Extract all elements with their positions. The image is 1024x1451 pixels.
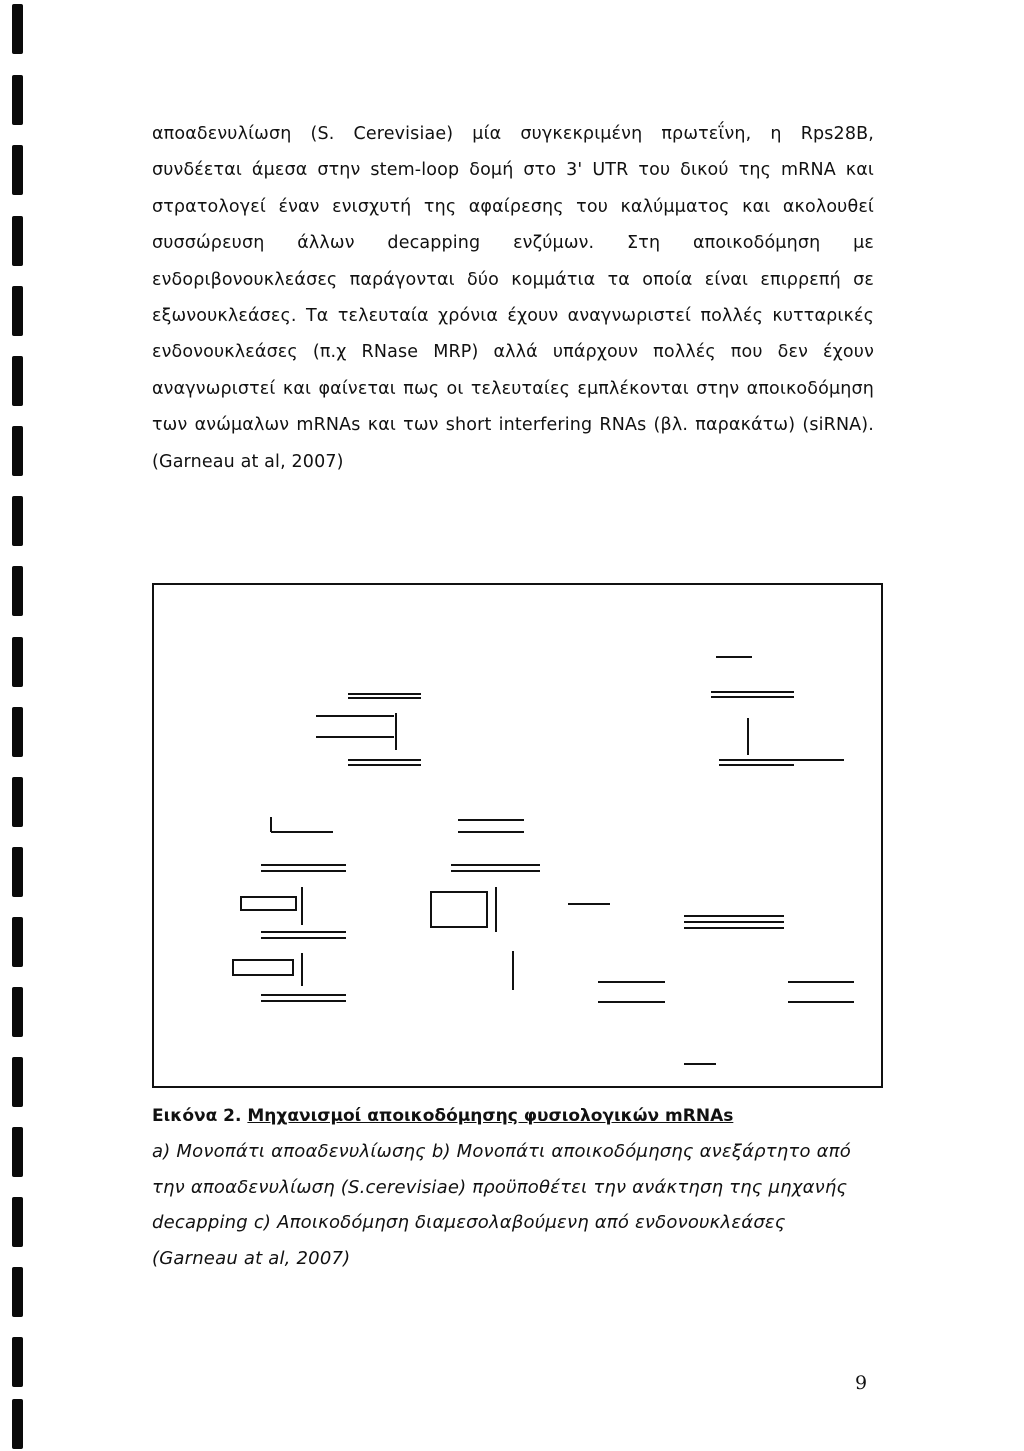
- binding-hole: [12, 637, 23, 687]
- binding-hole: [12, 917, 23, 967]
- binding-hole: [12, 216, 23, 266]
- binding-hole: [12, 1057, 23, 1107]
- figure-diagram: [152, 583, 883, 1088]
- binding-hole: [12, 1399, 23, 1449]
- binding-hole: [12, 1337, 23, 1387]
- body-paragraph: αποαδενυλίωση (S. Cerevisiae) μία συγκεκριμένη πρωτεΐνη, η Rps28B, συνδέεται άμεσα στην stem-loop δομή στο 3' UTR του δικού της mRNA και στρατολογεί έναν ενισχυτή της αφαίρεσης του καλύμματος και ακολουθεί συσσώρευση άλλων decapping ενζύμων. Στη αποικοδόμηση με ενδοριβονουκλεάσες παράγονται δύο κομμάτια τα οποία είναι επιρρεπή σε εξωνουκλεάσες. Τα τελευταία χρόνια έχουν αναγνωριστεί πολλές κυτταρικές ενδονουκλεάσες (π.χ RNase MRP) αλλά υπάρχουν πολλές που δεν έχουν αναγνωριστεί και φαίνεται πως οι τελευταίες εμπλέκονται στην αποικοδόμηση των ανώμαλων mRNAs και των short interfering RNAs (βλ. παρακάτω) (siRNA). (Garneau at al, 2007): [152, 124, 874, 472]
- diagram-box: [241, 897, 296, 910]
- figure-schematic: [154, 585, 881, 1086]
- diagram-box: [431, 892, 487, 927]
- binding-hole: [12, 145, 23, 195]
- figure-caption-title: [152, 1106, 733, 1126]
- binding-hole: [12, 777, 23, 827]
- binding-hole: [12, 566, 23, 616]
- binding-hole: [12, 1267, 23, 1317]
- binding-hole: [12, 356, 23, 406]
- binding-hole: [12, 987, 23, 1037]
- binding-hole: [12, 75, 23, 125]
- diagram-box: [233, 960, 293, 975]
- page-number: 9: [855, 1372, 868, 1394]
- figure-number: Εικόνα 2.: [152, 1106, 242, 1126]
- binding-hole: [12, 496, 23, 546]
- binding-hole: [12, 1127, 23, 1177]
- binding-hole: [12, 847, 23, 897]
- binding-hole: [12, 4, 23, 54]
- figure-caption-text: a) Μονοπάτι αποαδενυλίωσης b) Μονοπάτι αποικοδόμησης ανεξάρτητο από την αποαδενυλίωση (S.cerevisiae) προϋποθέτει την ανάκτηση της μηχανής decapping c) Αποικοδόμηση διαμεσολαβούμενη από ενδονουκλεάσες (Garneau at al, 2007): [152, 1141, 851, 1269]
- binding-hole: [12, 1197, 23, 1247]
- binding-hole: [12, 286, 23, 336]
- binding-holes: [0, 0, 40, 1451]
- figure-title: Μηχανισμοί αποικοδόμησης φυσιολογικών mRNAs: [247, 1106, 734, 1126]
- binding-hole: [12, 707, 23, 757]
- binding-hole: [12, 426, 23, 476]
